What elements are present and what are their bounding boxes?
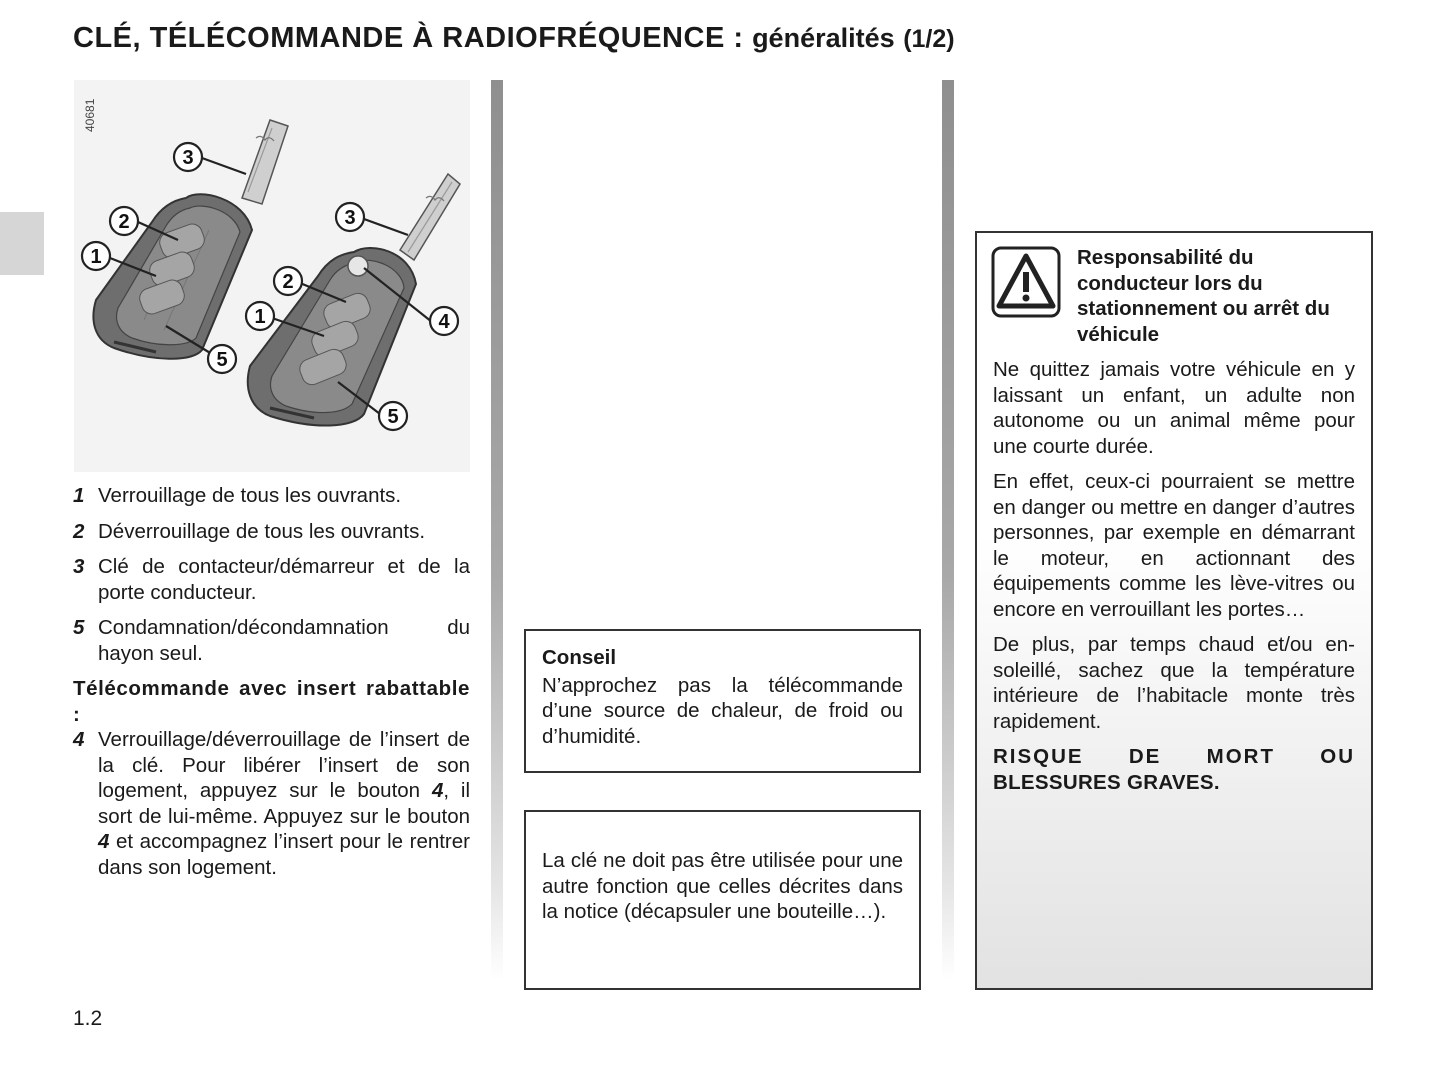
- figure-reference: 40681: [83, 98, 97, 132]
- callout-5-right: [379, 402, 407, 430]
- page-number: 1.2: [73, 1007, 103, 1030]
- callout-2-right: [274, 267, 302, 295]
- svg-text:1: 1: [254, 306, 266, 328]
- page-title: [73, 22, 955, 55]
- title-sub: généralités: [752, 23, 895, 53]
- legend-text: Verrouillage de tous les ouvrants.: [98, 484, 402, 507]
- legend-text: Condamnation/décondamnation du hayon seul.: [98, 616, 470, 665]
- figure-legend: [73, 483, 470, 890]
- callout-3-right: [336, 203, 364, 231]
- legend-text: Déverrouillage de tous les ouvrants.: [98, 519, 426, 543]
- legend-number: 2: [73, 519, 85, 543]
- legend-item: [73, 519, 470, 545]
- legend-text: , il sort de lui-même. Appuyez sur le bouton: [98, 779, 470, 828]
- note-box: [524, 810, 921, 990]
- legend-subheading: Télécommande avec insert rabattable :: [73, 677, 470, 726]
- svg-text:3: 3: [344, 207, 356, 229]
- advice-heading: Conseil: [542, 646, 617, 669]
- svg-text:4: 4: [438, 311, 450, 333]
- legend-ref: 4: [431, 779, 444, 802]
- svg-text:2: 2: [282, 271, 294, 293]
- svg-text:2: 2: [118, 211, 130, 233]
- title-main: CLÉ, TÉLÉCOMMANDE À RADIOFRÉQUENCE :: [73, 22, 753, 54]
- svg-text:5: 5: [216, 349, 228, 371]
- column-divider: [942, 80, 954, 980]
- legend-text: Clé de contacteur/démarreur et de la porte conducteur.: [98, 555, 470, 604]
- callout-1-left: [82, 242, 110, 270]
- warning-risk-line: RISQUE DE MORT OU: [993, 745, 1355, 768]
- warning-paragraph: En effet, ceux-ci pourraient se mettre en danger ou mettre en danger d’autres personnes, par exemple en démarrant le moteur, en actionnant des équipements comme les lève-vitres ou encore en verrouillant les portes…: [993, 470, 1355, 621]
- warning-paragraph: De plus, par temps chaud et/ou ensoleillé, sachez que la température intérieure de l’habitacle monte très rapidement.: [993, 633, 1355, 733]
- legend-text: et accompagnez l’insert pour le rentrer dans son logement.: [98, 830, 470, 879]
- advice-box: [524, 629, 921, 773]
- warning-heading: Responsabilité du conducteur lors du stationnement ou arrêt du véhicule: [1077, 246, 1330, 346]
- svg-text:1: 1: [90, 246, 102, 268]
- warning-paragraph: Ne quittez jamais votre véhicule en y laissant un enfant, un adulte non autonome ou un animal même pour une courte durée.: [993, 358, 1355, 458]
- svg-text:5: 5: [387, 406, 399, 428]
- title-page-indicator: (1/2): [903, 25, 955, 53]
- legend-item: [73, 554, 470, 605]
- callout-5-left: [208, 345, 236, 373]
- advice-text: N’approchez pas la télécommande d’une source de chaleur, de froid ou d’humidité.: [542, 673, 903, 748]
- legend-ref: 4: [98, 830, 110, 853]
- legend-item: [73, 615, 470, 666]
- warning-box: [975, 231, 1373, 990]
- legend-number: 4: [73, 728, 85, 751]
- note-text: La clé ne doit pas être utilisée pour une autre fonction que celles décrites dans la notice (décapsuler une bouteille…).: [542, 849, 903, 923]
- legend-item: [73, 727, 470, 880]
- section-tab-marker: [0, 212, 44, 275]
- key-illustration: [74, 80, 470, 472]
- svg-text:3: 3: [182, 147, 194, 169]
- callout-3-left: [174, 143, 202, 171]
- warning-triangle-icon: [991, 246, 1061, 318]
- callout-4-right: [430, 307, 458, 335]
- legend-item: [73, 483, 470, 509]
- callout-2-left: [110, 207, 138, 235]
- legend-number: 5: [73, 616, 85, 639]
- callout-1-right: [246, 302, 274, 330]
- column-divider: [491, 80, 503, 980]
- legend-number: 3: [73, 555, 85, 578]
- warning-risk-line: BLESSURES GRAVES.: [993, 770, 1220, 794]
- legend-text: Verrouillage/déverrouillage de l’insert de la clé. Pour libérer l’insert de son logement, appuyez sur le bouton: [98, 728, 470, 802]
- legend-number: 1: [73, 484, 85, 507]
